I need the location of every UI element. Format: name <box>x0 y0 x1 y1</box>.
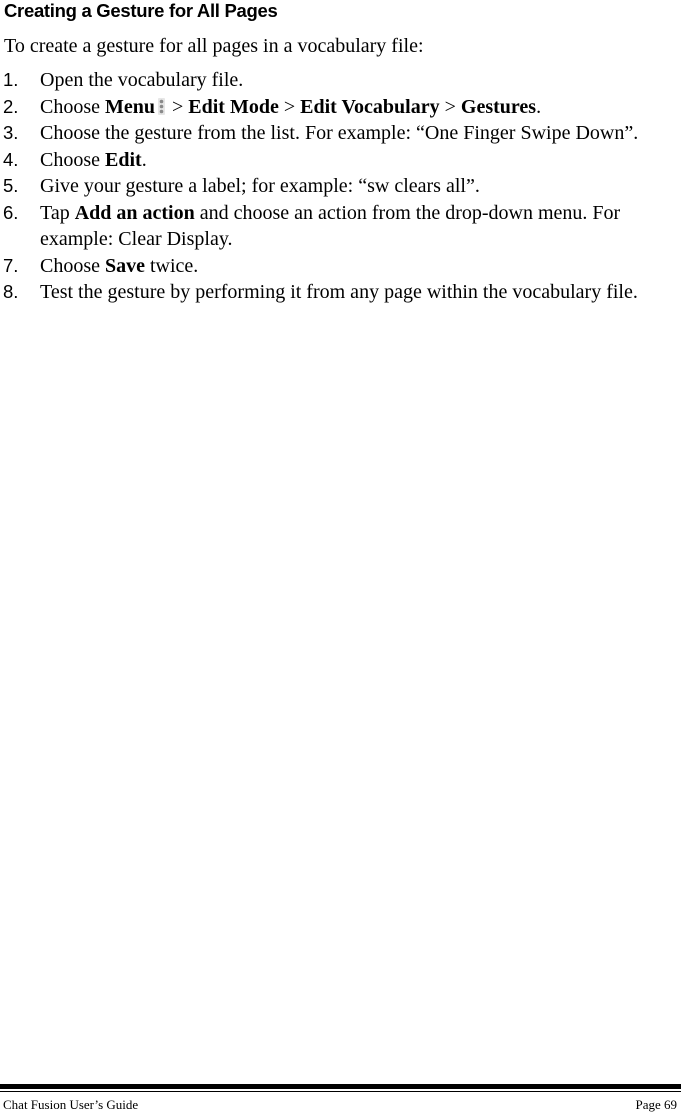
add-action-term: Add an action <box>74 201 195 224</box>
footer-title: Chat Fusion User’s Guide <box>3 1097 139 1112</box>
save-term: Save <box>105 254 145 277</box>
step-suffix: . <box>141 148 147 171</box>
step-number: 2. <box>3 95 19 117</box>
gestures-term: Gestures <box>460 95 537 118</box>
page-number: Page 69 <box>635 1097 677 1112</box>
steps-list <box>0 67 681 306</box>
separator: > <box>172 95 184 118</box>
list-item <box>0 173 681 200</box>
step-prefix: Choose <box>40 95 100 118</box>
step-number: 8. <box>3 281 19 302</box>
step-number: 6. <box>3 201 19 223</box>
step-text: Give your gesture a label; for example: “sw clears all”. <box>40 175 480 197</box>
edit-mode-term: Edit Mode <box>188 95 279 118</box>
step-number: 3. <box>3 122 19 143</box>
list-item <box>0 200 681 253</box>
step-text: Test the gesture by performing it from any page within the vocabulary file. <box>40 281 638 303</box>
menu-term: Menu <box>105 95 155 118</box>
step-end: . <box>536 95 542 118</box>
step-number: 4. <box>3 148 19 170</box>
step-text: Open the vocabulary file. <box>40 69 244 91</box>
separator: > <box>283 95 296 118</box>
step-suffix: and choose an action from the drop-down menu. For example: Clear Display. <box>40 201 621 250</box>
list-item <box>0 147 681 174</box>
intro-paragraph: To create a gesture for all pages in a vocabulary file: <box>4 35 424 57</box>
list-item <box>0 67 681 94</box>
step-number: 5. <box>3 175 19 196</box>
separator: > <box>444 95 456 118</box>
list-item <box>0 94 681 121</box>
list-item <box>0 120 681 147</box>
step-prefix: Choose <box>40 254 100 277</box>
menu-icon <box>158 98 165 115</box>
edit-term: Edit <box>105 148 142 171</box>
step-number: 1. <box>3 69 19 90</box>
footer-divider-thin <box>0 1091 681 1092</box>
step-prefix: Tap <box>40 201 70 224</box>
step-text: Choose the gesture from the list. For example: “One Finger Swipe Down”. <box>40 122 639 144</box>
step-suffix: twice. <box>150 254 199 277</box>
footer-divider <box>0 1084 681 1089</box>
step-number: 7. <box>3 254 19 276</box>
step-prefix: Choose <box>40 148 100 171</box>
section-heading: Creating a Gesture for All Pages <box>4 0 278 21</box>
edit-vocabulary-term: Edit Vocabulary <box>300 95 440 118</box>
list-item <box>0 279 681 306</box>
list-item <box>0 253 681 280</box>
